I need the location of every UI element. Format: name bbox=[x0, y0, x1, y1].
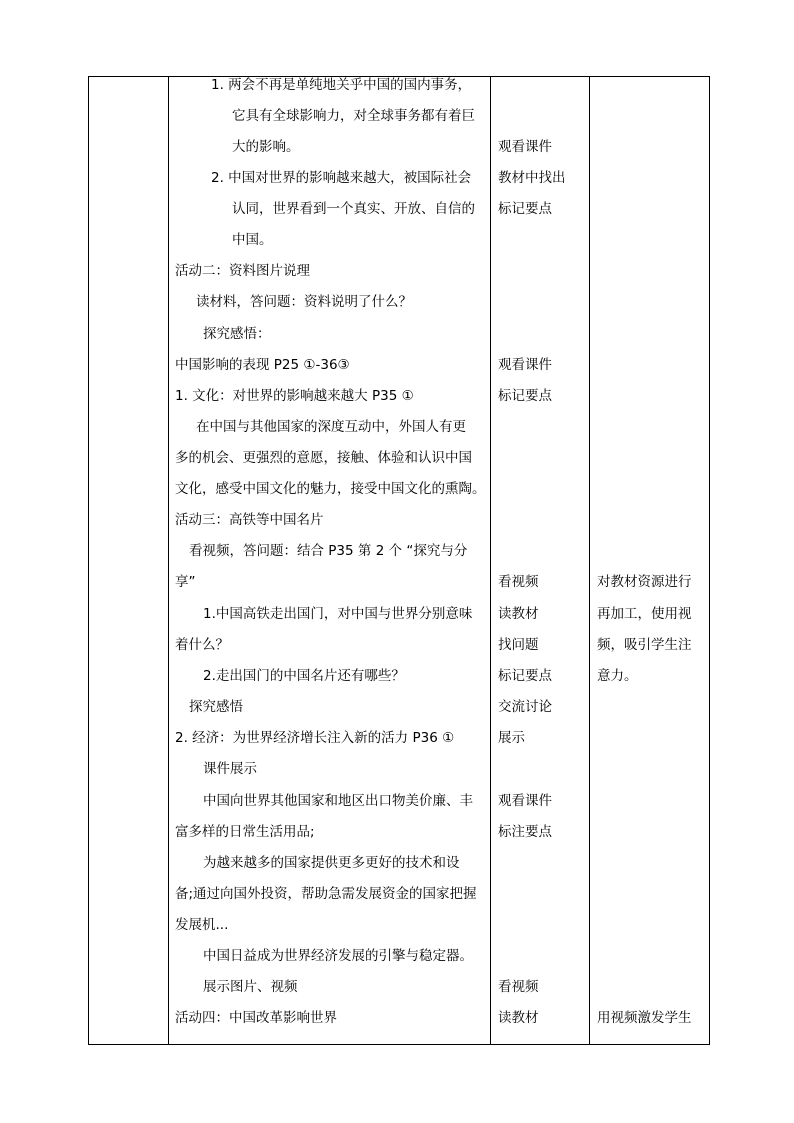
process-text-line: 大的影响。 bbox=[232, 139, 300, 155]
process-text-line: 发展机... bbox=[175, 917, 229, 933]
process-text-line: 在中国与其他国家的深度互动中，外国人有更 bbox=[196, 419, 466, 435]
student-activity-line: 标记要点 bbox=[498, 668, 552, 684]
student-activity-line: 观看课件 bbox=[498, 139, 552, 155]
process-text-line: 2. 中国对世界的影响越来越大，被国际社会 bbox=[211, 170, 472, 186]
design-intent-line: 频，吸引学生注 bbox=[597, 637, 692, 653]
process-text-line: 活动四：中国改革影响世界 bbox=[175, 1010, 337, 1026]
process-text-line: 享” bbox=[175, 574, 196, 590]
student-activity-line: 标记要点 bbox=[498, 201, 552, 217]
process-text-line: 中国日益成为世界经济发展的引擎与稳定器。 bbox=[203, 948, 473, 964]
student-activity-line: 看视频 bbox=[498, 574, 539, 590]
process-text-line: 2. 经济：为世界经济增长注入新的活力 P36 ① bbox=[175, 730, 455, 746]
design-intent-line: 再加工，使用视 bbox=[597, 606, 692, 622]
process-text-line: 活动二：资料图片说理 bbox=[175, 263, 310, 279]
design-intent-line: 意力。 bbox=[597, 668, 638, 684]
student-activity-line: 观看课件 bbox=[498, 793, 552, 809]
process-text-line: 中国影响的表现 P25 ①-36③ bbox=[175, 357, 350, 373]
process-text-line: 为越来越多的国家提供更多更好的技术和设 bbox=[203, 855, 460, 871]
lesson-plan-table bbox=[88, 76, 710, 1045]
process-text-line: 中国。 bbox=[232, 232, 273, 248]
blank-column-cell bbox=[89, 77, 169, 1045]
design-intent-cell bbox=[590, 77, 710, 1045]
student-activity-line: 标记要点 bbox=[498, 388, 552, 404]
student-activity-line: 读教材 bbox=[498, 1010, 539, 1026]
process-text-line: 1. 文化：对世界的影响越来越大 P35 ① bbox=[175, 388, 414, 404]
process-text-line: 课件展示 bbox=[203, 761, 257, 777]
process-text-line: 中国向世界其他国家和地区出口物美价廉、丰 bbox=[203, 793, 473, 809]
table-row bbox=[89, 77, 710, 1045]
process-text-line: 探究感悟 bbox=[189, 699, 243, 715]
student-activity-line: 找问题 bbox=[498, 637, 539, 653]
process-text-line: 活动三：高铁等中国名片 bbox=[175, 512, 324, 528]
process-text-line: 多的机会、更强烈的意愿，接触、体验和认识中国 bbox=[175, 450, 472, 466]
design-intent-line: 用视频激发学生 bbox=[597, 1010, 692, 1026]
process-text-line: 备;通过向国外投资，帮助急需发展资金的国家把握 bbox=[175, 886, 477, 902]
process-text-line: 富多样的日常生活用品; bbox=[175, 824, 315, 840]
teaching-process-cell bbox=[169, 77, 491, 1045]
student-activity-line: 教材中找出 bbox=[498, 170, 566, 186]
process-text-line: 展示图片、视频 bbox=[203, 979, 298, 995]
design-intent-line: 对教材资源进行 bbox=[597, 574, 692, 590]
process-text-line: 文化，感受中国文化的魅力，接受中国文化的熏陶。 bbox=[175, 481, 486, 497]
student-activity-line: 看视频 bbox=[498, 979, 539, 995]
process-text-line: 看视频，答问题：结合 P35 第 2 个 “探究与分 bbox=[189, 543, 468, 559]
student-activity-line: 观看课件 bbox=[498, 357, 552, 373]
process-text-line: 2.走出国门的中国名片还有哪些？ bbox=[203, 668, 405, 684]
process-text-line: 探究感悟： bbox=[203, 326, 271, 342]
process-text-line: 它具有全球影响力，对全球事务都有着巨 bbox=[232, 108, 475, 124]
process-text-line: 读材料，答问题：资料说明了什么？ bbox=[196, 294, 412, 310]
process-text-line: 1.中国高铁走出国门，对中国与世界分别意味 bbox=[203, 606, 473, 622]
student-activity-line: 展示 bbox=[498, 730, 525, 746]
student-activity-line: 交流讨论 bbox=[498, 699, 552, 715]
student-activity-cell bbox=[491, 77, 590, 1045]
student-activity-line: 读教材 bbox=[498, 606, 539, 622]
process-text-line: 着什么？ bbox=[175, 637, 229, 653]
student-activity-line: 标注要点 bbox=[498, 824, 552, 840]
process-text-line: 认同，世界看到一个真实、开放、自信的 bbox=[232, 201, 475, 217]
process-text-line: 1. 两会不再是单纯地关乎中国的国内事务， bbox=[211, 77, 472, 93]
